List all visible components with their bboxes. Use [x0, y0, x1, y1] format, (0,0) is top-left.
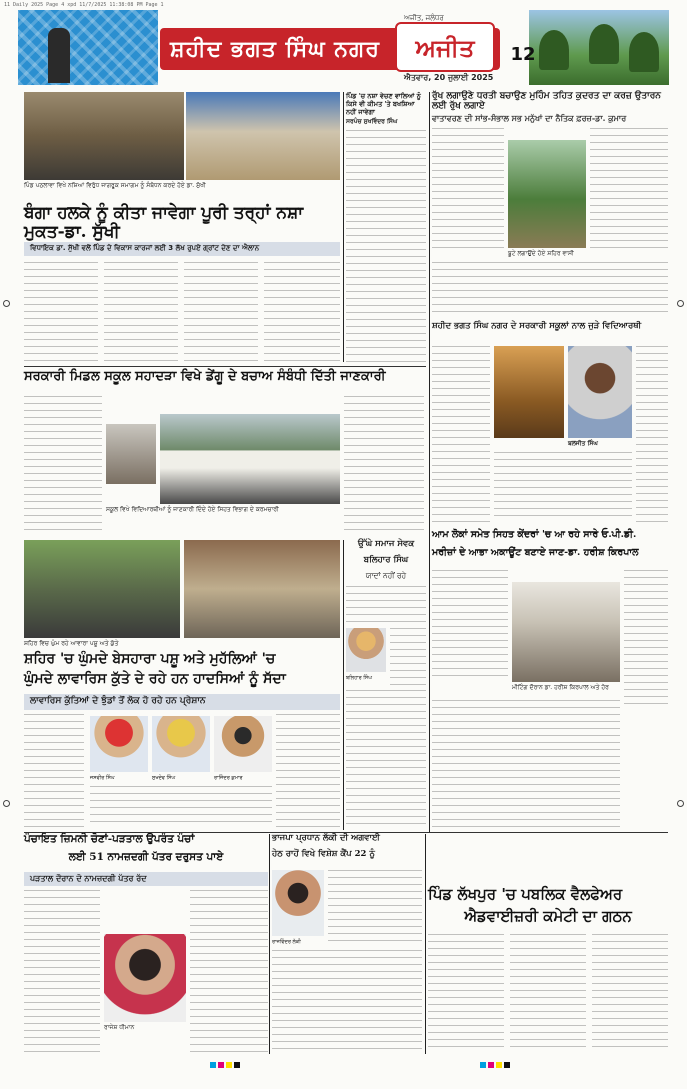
top-left-caption: ਪਿੰਡ ਪਠਲਾਵਾ ਵਿਖੇ ਨਸ਼ਿਆਂ ਵਿਰੁੱਧ ਜਾਗਰੂਕ ਸਮਾਗਮ ਨੂੰ ਸੰਬੋਧਨ ਕਰਦੇ ਹੋਏ ਡਾ. ਸੁੱਖੀ — [24, 182, 206, 189]
right-story2-body-col3 — [636, 346, 668, 522]
masthead-brand-box — [395, 22, 495, 72]
color-bar-magenta — [218, 1062, 224, 1068]
animals-portrait-caption-2: ਸੁਖਦੇਵ ਸਿੰਘ — [152, 775, 176, 781]
registration-mark — [677, 300, 684, 307]
color-bar-cyan — [210, 1062, 216, 1068]
top-left-photo-2 — [186, 92, 340, 180]
top-right-subhead: ਵਾਤਾਵਰਣ ਦੀ ਸਾਂਭ-ਸੰਭਾਲ ਸਭ ਮਨੁੱਖਾਂ ਦਾ ਨੈਤਿਕ ਫ਼ਰਜ਼-ਡਾ. ਕੁਮਾਰ — [432, 113, 627, 123]
obit-portrait — [346, 628, 386, 672]
panchayat-band-text: ਪੜਤਾਲ ਦੌਰਾਨ ਦੋ ਨਾਮਜ਼ਦਗੀ ਪੱਤਰ ਰੱਦ — [30, 874, 147, 883]
masthead-left-photo — [18, 10, 158, 85]
registration-mark — [677, 800, 684, 807]
bjp-body-col1 — [328, 870, 422, 946]
obit-headline-1: ਉੱਘੇ ਸਮਾਜ ਸੇਵਕ — [357, 539, 415, 549]
masthead-date: ਐਤਵਾਰ, 20 ਜੁਲਾਈ 2025 — [404, 73, 494, 82]
color-bar-black — [234, 1062, 240, 1068]
top-left-headline: ਬੰਗਾ ਹਲਕੇ ਨੂੰ ਕੀਤਾ ਜਾਵੇਗਾ ਪੂਰੀ ਤਰ੍ਹਾਂ ਨਸ਼ਾ ਮੁਕਤ-ਡਾ. ਸੁੱਖੀ — [24, 203, 304, 242]
top-mid-byline: ਸਰਪੰਚ ਸੁਖਵਿੰਦਰ ਸਿੰਘ — [346, 118, 398, 125]
obit-headline-2: ਬਲਿਹਾਰ ਸਿੰਘ — [363, 555, 409, 565]
mid-body-col2 — [344, 396, 424, 536]
column-rule — [343, 540, 344, 830]
column-rule — [425, 834, 426, 1054]
mid-headline: ਸਰਕਾਰੀ ਮਿਡਲ ਸਕੂਲ ਸਹਾਦੜਾ ਵਿਖੇ ਡੇਂਗੂ ਦੇ ਬਚਾਅ ਸੰਬੰਧੀ ਦਿੱਤੀ ਜਾਣਕਾਰੀ — [24, 369, 386, 384]
health-body-col1 — [432, 570, 508, 678]
right-story2-photo-2 — [568, 346, 632, 438]
top-right-caption: ਬੂਟੇ ਲਗਾਉਂਦੇ ਹੋਏ ਸ਼ਹਿਰ ਵਾਸੀ — [508, 250, 574, 257]
health-photo — [512, 582, 620, 682]
masthead-right-photo — [529, 10, 669, 85]
panchayat-body-col1 — [24, 890, 100, 1052]
animals-headline-1: ਸ਼ਹਿਰ 'ਚ ਘੁੰਮਦੇ ਬੇਸਹਾਰਾ ਪਸ਼ੂ ਅਤੇ ਮੁਹੱਲਿਆਂ 'ਚ — [24, 651, 276, 667]
top-mid-headline: ਪਿੰਡ 'ਚ ਨਸ਼ਾ ਵੇਚਣ ਵਾਲਿਆਂ ਨੂੰ ਕਿਸੇ ਵੀ ਕੀਮਤ 'ਤੇ ਬਖਸ਼ਿਆ ਨਹੀਂ ਜਾਵੇਗਾ — [346, 92, 421, 116]
right-story2-byline: ਬਲਜੀਤ ਸਿੰਘ — [568, 440, 598, 447]
masthead-city: ਸ਼ਹੀਦ ਭਗਤ ਸਿੰਘ ਨਗਰ — [169, 36, 380, 62]
health-caption: ਮੀਟਿੰਗ ਦੌਰਾਨ ਡਾ. ਹਰੀਸ਼ ਕਿਰਪਾਲ ਅਤੇ ਹੋਰ — [512, 684, 609, 691]
top-right-body-col3 — [432, 262, 668, 318]
top-left-photo-1 — [24, 92, 184, 180]
top-right-headline: ਰੁੱਖ ਲਗਾਉਣੇ ਧਰਤੀ ਬਚਾਉਣ ਮੁਹਿੰਮ ਤਹਿਤ ਕੁਦਰਤ ਦਾ ਕਰਜ਼ ਉਤਾਰਨ ਲਈ ਰੁੱਖ ਲਗਾਏ — [432, 91, 661, 111]
animals-portrait-3 — [214, 716, 272, 772]
animals-portrait-2 — [152, 716, 210, 772]
column-rule — [429, 92, 430, 832]
welfare-headline-2: ਐਡਵਾਈਜ਼ਰੀ ਕਮੇਟੀ ਦਾ ਗਠਨ — [464, 907, 632, 925]
masthead-brand: ਅਜੀਤ — [415, 32, 475, 62]
panchayat-headline-2: ਲਈ 51 ਨਾਮਜ਼ਦਗੀ ਪੱਤਰ ਦਰੁਸਤ ਪਾਏ — [68, 851, 224, 863]
bjp-headline-2: ਹੇਠ ਰਾਹੋਂ ਵਿਖੇ ਵਿਸ਼ੇਸ਼ ਕੈਂਪ 22 ਨੂੰ — [272, 849, 375, 859]
color-bar-magenta — [488, 1062, 494, 1068]
animals-body-col3 — [90, 786, 272, 828]
animals-portrait-1 — [90, 716, 148, 772]
obit-body-1 — [346, 586, 426, 626]
mid-body-col1 — [24, 396, 102, 536]
right-story2-headline: ਸ਼ਹੀਦ ਭਗਤ ਸਿੰਘ ਨਗਰ ਦੇ ਸਰਕਾਰੀ ਸਕੂਲਾਂ ਨਾਲ ਜੁੜੇ ਵਿਦਿਆਰਥੀ — [432, 321, 642, 331]
animals-portrait-caption-1: ਜਸਵੀਰ ਸਿੰਘ — [90, 775, 115, 781]
registration-mark — [3, 800, 10, 807]
panchayat-headline-1: ਪੰਚਾਇਤ ਜ਼ਿਮਨੀ ਚੋਣਾਂ-ਪੜਤਾਲ ਉਪਰੰਤ ਪੰਚਾਂ — [24, 833, 195, 845]
health-headline-2: ਮਰੀਜ਼ਾਂ ਦੇ ਆਭਾ ਅਕਾਊਂਟ ਬਣਾਏ ਜਾਣ-ਡਾ. ਹਰੀਸ਼ ਕਿਰਪਾਲ — [432, 547, 639, 558]
animals-band-text: ਲਾਵਾਰਿਸ ਕੁੱਤਿਆਂ ਦੇ ਝੁੰਡਾਂ ਤੋਂ ਲੋਕ ਹੋ ਰਹੇ ਹਨ ਪ੍ਰੇਸ਼ਾਨ — [30, 696, 206, 706]
animals-photo-caption: ਸ਼ਹਿਰ ਵਿਚ ਘੁੰਮ ਰਹੇ ਆਵਾਰਾ ਪਸ਼ੂ ਅਤੇ ਕੁੱਤੇ — [24, 640, 119, 647]
registration-mark — [3, 300, 10, 307]
top-left-body-col2 — [104, 262, 178, 362]
animals-photo-2 — [184, 540, 340, 638]
welfare-headline-1: ਪਿੰਡ ਲੱਖਪੁਰ 'ਚ ਪਬਲਿਕ ਵੈਲਫੇਅਰ — [428, 885, 623, 903]
animals-headline-2: ਘੁੰਮਦੇ ਲਾਵਾਰਿਸ ਕੁੱਤੇ ਦੇ ਰਹੇ ਹਨ ਹਾਦਸਿਆਂ ਨੂੰ ਸੱਦਾ — [24, 671, 286, 687]
animals-portrait-caption-3: ਰਾਜਿੰਦਰ ਕੁਮਾਰ — [214, 775, 243, 781]
obit-headline-3: ਯਾਦਾਂ ਨਹੀਂ ਰਹੇ — [365, 571, 407, 580]
animals-body-col2 — [276, 714, 340, 828]
page-number: 12 — [510, 44, 536, 65]
top-right-photo — [508, 140, 586, 248]
section-rule — [24, 366, 426, 367]
column-rule — [343, 92, 344, 362]
right-story2-body-col2 — [494, 452, 632, 522]
bjp-body-col2 — [272, 950, 422, 1052]
top-right-body-col1 — [432, 128, 504, 248]
welfare-body-col2 — [510, 934, 586, 1052]
print-slug: 11 Daily 2025 Page 4 xpd 11/7/2025 11:38:08 PM Page 1 — [4, 2, 164, 8]
panchayat-portrait — [104, 934, 186, 1022]
mid-photo-1 — [106, 424, 156, 484]
obit-caption: ਬਲਿਹਾਰ ਸਿੰਘ — [346, 675, 372, 681]
color-bar-yellow — [226, 1062, 232, 1068]
mid-caption: ਸਕੂਲ ਵਿਖੇ ਵਿਦਿਆਰਥੀਆਂ ਨੂੰ ਜਾਣਕਾਰੀ ਦਿੰਦੇ ਹੋਏ ਸਿਹਤ ਵਿਭਾਗ ਦੇ ਕਰਮਚਾਰੀ — [106, 506, 279, 513]
top-left-subhead: ਵਿਧਾਇਕ ਡਾ. ਸੁੱਖੀ ਵਲੋਂ ਪਿੰਡ ਦੇ ਵਿਕਾਸ ਕਾਰਜਾਂ ਲਈ 3 ਲੱਖ ਰੁਪਏ ਗ੍ਰਾਂਟ ਦੇਣ ਦਾ ਐਲਾਨ — [30, 244, 260, 252]
bjp-portrait — [272, 870, 324, 936]
right-story2-body-col1 — [432, 346, 490, 522]
right-story2-photo-1 — [494, 346, 564, 438]
panchayat-body-col2 — [190, 890, 268, 1052]
color-bar-yellow — [496, 1062, 502, 1068]
health-body-col2 — [624, 570, 668, 710]
top-left-body-col4 — [264, 262, 340, 362]
color-bar-cyan — [480, 1062, 486, 1068]
top-right-body-col2 — [590, 128, 668, 248]
top-left-body-col1 — [24, 262, 98, 362]
health-body-col3 — [432, 700, 620, 830]
top-left-body-col3 — [184, 262, 258, 362]
animals-photo-1 — [24, 540, 180, 638]
panchayat-caption: ਰਾਜੇਸ਼ ਧੀਮਾਨ — [104, 1024, 135, 1031]
welfare-body-col3 — [592, 934, 668, 1052]
section-rule — [24, 832, 668, 833]
obit-body-2 — [390, 628, 426, 688]
bjp-caption: ਰਾਜਵਿੰਦਰ ਲੱਕੀ — [272, 939, 301, 945]
column-rule — [269, 834, 270, 1054]
health-headline-1: ਆਮ ਲੋਕਾਂ ਸਮੇਤ ਸਿਹਤ ਕੇਂਦਰਾਂ 'ਚ ਆ ਰਹੇ ਸਾਰੇ ਓ.ਪੀ.ਡੀ. — [432, 529, 637, 540]
bjp-headline-1: ਭਾਜਪਾ ਪ੍ਰਧਾਨ ਲੱਕੀ ਦੀ ਅਗਵਾਈ — [272, 833, 380, 843]
masthead-tagline: ਅਜੀਤ, ਜਲੰਧਰ — [404, 14, 444, 22]
obit-body-3 — [346, 690, 426, 828]
mid-photo-2 — [160, 414, 340, 504]
welfare-body-col1 — [428, 934, 504, 1052]
top-mid-body — [346, 130, 426, 362]
color-bar-black — [504, 1062, 510, 1068]
animals-body-col1 — [24, 714, 84, 828]
